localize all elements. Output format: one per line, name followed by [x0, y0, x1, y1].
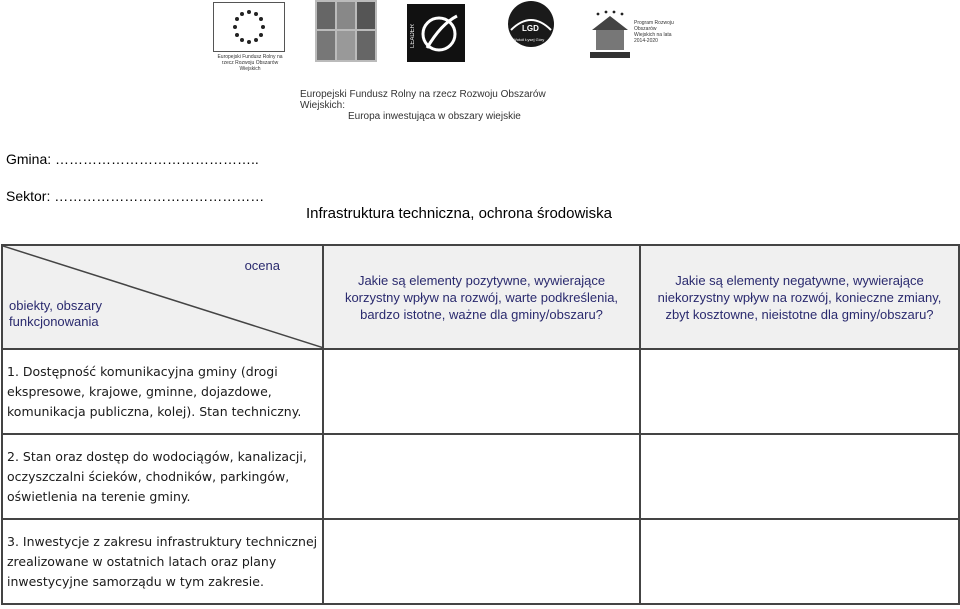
- lgd-logo: [503, 0, 559, 62]
- assessment-table: [1, 244, 960, 605]
- gmina-field[interactable]: Gmina: ……………………………………..: [6, 151, 259, 167]
- table-row: [2, 519, 959, 604]
- row-label: 1. Dostępność komunikacyjna gminy (drogi ekspresowe, krajowe, gminne, dojazdowe, komunikacja publiczna, kolej). Stan techniczny.: [7, 363, 302, 419]
- leader-collage-logo: [315, 0, 377, 62]
- row-positive-input[interactable]: [323, 519, 640, 604]
- header-ocena: ocena: [244, 258, 280, 273]
- header-diagonal-cell: [2, 245, 323, 349]
- header-positive: Jakie są elementy pozytywne, wywierające korzystny wpływ na rozwój, warte podkreślenia, bardzo istotne, ważne dla gminy/obszaru?: [344, 272, 619, 322]
- eu-flag-logo: [213, 2, 285, 72]
- funding-statement: [300, 89, 560, 122]
- lgd-logo-text: LGD: [522, 24, 539, 33]
- row-positive-input[interactable]: [323, 434, 640, 519]
- table-row: [2, 434, 959, 519]
- header-negative-cell: [640, 245, 959, 349]
- row-negative-input[interactable]: [640, 519, 959, 604]
- row-negative-input[interactable]: [640, 349, 959, 434]
- leader-logo: [407, 4, 465, 62]
- header-negative: Jakie są elementy negatywne, wywierające niekorzystny wpływ na rozwój, konieczne zmiany, zbyt kosztowne, nieistotne dla gminy/obszaru?: [657, 272, 942, 322]
- row-label: 3. Inwestycje z zakresu infrastruktury technicznej zrealizowane w ostatnich latach oraz plany inwestycyjne samorządu w tym zakresie.: [7, 533, 318, 589]
- table-header-row: [2, 245, 959, 349]
- row-positive-input[interactable]: [323, 349, 640, 434]
- leader-logo-text: LEADER: [410, 24, 416, 49]
- lgd-logo-caption: Wokół Łysej Góry: [513, 37, 545, 42]
- prow-logo-caption: Program Rozwoju Obszarów Wiejskich na lata 2014-2020: [634, 20, 674, 44]
- funding-line-2: Europa inwestująca w obszary wiejskie: [348, 111, 521, 122]
- row-negative-input[interactable]: [640, 434, 959, 519]
- prow-logo: [588, 10, 678, 68]
- row-label-cell: [2, 519, 323, 604]
- table-row: [2, 349, 959, 434]
- header-positive-cell: [323, 245, 640, 349]
- row-label-cell: [2, 434, 323, 519]
- row-label: 2. Stan oraz dostęp do wodociągów, kanalizacji, oczyszczalni ścieków, chodników, parkingów, oświetlenia na terenie gminy.: [7, 448, 307, 504]
- eu-logo-caption: Europejski Fundusz Rolny na rzecz Rozwoju Obszarów Wiejskich: [217, 54, 283, 72]
- header-obiekty: obiekty, obszary funkcjonowania: [9, 298, 102, 329]
- row-label-cell: [2, 349, 323, 434]
- page-title: Infrastruktura techniczna, ochrona środowiska: [306, 205, 612, 222]
- funding-line-1: Europejski Fundusz Rolny na rzecz Rozwoju Obszarów Wiejskich:: [300, 89, 546, 111]
- sektor-field[interactable]: Sektor: ………………………………………: [6, 188, 265, 204]
